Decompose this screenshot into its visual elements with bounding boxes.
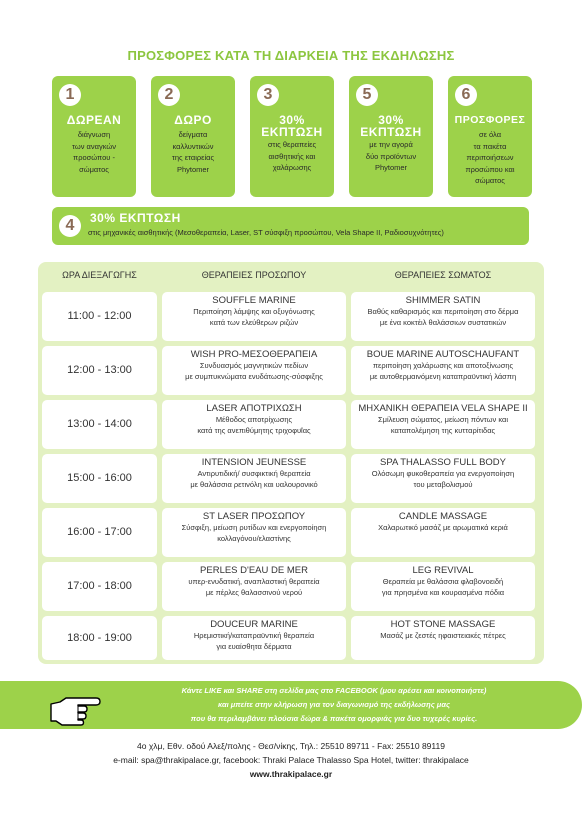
treatment-name: ST LASER ΠΡΟΣΩΠΟΥ [202, 511, 306, 522]
offer-description: σε όλα τα πακέτα περιποιήσεων προσώπου και σώματος [465, 130, 515, 185]
face-treatment-cell: LASER ΑΠΟΤΡΙΧΩΣΗ Μέθοδος αποτρίχωσης κατά της ανεπιθύμητης τριχοφυΐας [162, 400, 346, 449]
face-treatment-cell: INTENSION JEUNESSE Αντιρυτιδική/ συσφικτική θεραπεία με θαλάσσια ρετινόλη και υαλουρονικό [162, 454, 346, 503]
face-treatment-cell: DOUCEUR MARINE Ηρεμιστική/καταπραϋντική θεραπεία για ευαίσθητα δέρματα [162, 616, 346, 660]
treatment-name: INTENSION JEUNESSE [201, 457, 307, 468]
treatment-name: WISH PRO-ΜΕΣΟΘΕΡΑΠΕΙΑ [190, 349, 318, 360]
offer-description: στις θεραπείες αισθητικής και χαλάρωσης [267, 140, 317, 172]
offer-number: 5 [356, 84, 378, 106]
offer-description: διάγνωση των αναγκών προσώπου - σώματος [72, 130, 116, 174]
offer-description: δείγματα καλλυντικών της εταιρείας Phytomer [171, 130, 215, 174]
body-treatment-cell: HOT STONE MASSAGE Μασάζ με ζεστές ηφαιστειακές πέτρες [351, 616, 535, 660]
treatment-name: SOUFFLE MARINE [212, 295, 296, 306]
body-treatment-cell: CANDLE MASSAGE Χαλαρωτικό μασάζ με αρωματικά κεριά [351, 508, 535, 557]
offer-heading: ΠΡΟΣΦΟΡΕΣ [454, 114, 526, 126]
body-treatment-cell: SHIMMER SATIN Βαθύς καθαρισμός και περιποίηση στο δέρμα με ένα κοκτέιλ θαλάσσιων συστατικών [351, 292, 535, 341]
offer-heading: ΔΩΡΟ [174, 113, 212, 127]
offer-heading: ΔΩΡΕΑΝ [66, 113, 122, 127]
offer-heading: 30% ΕΚΠΤΩΣΗ [261, 113, 323, 139]
treatment-name: LEG REVIVAL [412, 565, 474, 576]
offer-box-3 [250, 76, 334, 197]
face-treatment-cell: PERLES D'EAU DE MER υπερ-ενυδατική, αναπλαστική θεραπεία με πέρλες θαλασσινού νερού [162, 562, 346, 611]
facebook-text-line: Κάντε LIKE και SHARE στη σελίδα μας στο FACEBOOK (μου αρέσει και κοινοποιήστε) [181, 686, 487, 695]
offer-number: 6 [455, 84, 477, 106]
treatment-name: SHIMMER SATIN [405, 295, 481, 306]
treatment-name: LASER ΑΠΟΤΡΙΧΩΣΗ [206, 403, 302, 414]
body-treatment-cell: SPA THALASSO FULL BODY Ολόσωμη φυκοθεραπεία για ενεργοποίηση του μεταβολισμού [351, 454, 535, 503]
offer-description: με την αγορά δύο προϊόντων Phytomer [365, 140, 417, 172]
offer-number: 4 [59, 215, 81, 237]
schedule-table [38, 262, 544, 664]
offer-heading: 30% ΕΚΠΤΩΣΗ [360, 113, 422, 139]
facebook-text-line: και μπείτε στην κλήρωση για τον διαγωνισμό της εκδήλωσης μας [218, 700, 450, 709]
face-treatment-cell: ST LASER ΠΡΟΣΩΠΟΥ Σύσφιξη, μείωση ρυτίδων και ενεργοποίηση κολλαγόνου/ελαστίνης [162, 508, 346, 557]
treatment-name: DOUCEUR MARINE [210, 619, 298, 630]
time-cell: 16:00 - 17:00 [42, 508, 157, 557]
pointing-hand-icon [48, 688, 104, 726]
body-treatment-cell: LEG REVIVAL Θεραπεία με θαλάσσια φλαβονοειδή για πρησμένα και κουρασμένα πόδια [351, 562, 535, 611]
header-face: ΘΕΡΑΠΕΙΕΣ ΠΡΟΣΩΠΟΥ [201, 270, 307, 280]
treatment-name: SPA THALASSO FULL BODY [379, 457, 506, 468]
treatment-name: ΜΗΧΑΝΙΚΗ ΘΕΡΑΠΕΙΑ VELA SHAPE II [358, 403, 528, 414]
time-cell: 12:00 - 13:00 [42, 346, 157, 395]
offer-heading: 30% ΕΚΠΤΩΣΗ [90, 211, 181, 225]
facebook-text-line: που θα περιλαμβάνει πλούσια δώρα & πακέτα ομορφιάς για δυο τυχερές κυρίες. [190, 714, 478, 723]
body-treatment-cell: ΜΗΧΑΝΙΚΗ ΘΕΡΑΠΕΙΑ VELA SHAPE II Σμίλευση σώματος, μείωση πόντων και καταπολέμηση της κυτταρίτιδας [351, 400, 535, 449]
offer-description: στις μηχανικές αισθητικής (Μεσοθεραπεία, Laser, ST σύσφιξη προσώπου, Vela Shape II, Ραδιοσυχνότητες) [88, 228, 444, 237]
offer-box-2 [151, 76, 235, 197]
offer-number: 1 [59, 84, 81, 106]
treatment-name: HOT STONE MASSAGE [390, 619, 496, 630]
treatment-name: CANDLE MASSAGE [398, 511, 488, 522]
website-link[interactable]: www.thrakipalace.gr [249, 769, 333, 779]
offer-box-5 [349, 76, 433, 197]
time-cell: 13:00 - 14:00 [42, 400, 157, 449]
time-cell: 18:00 - 19:00 [42, 616, 157, 660]
header-time: ΩΡΑ ΔΙΕΞΑΓΩΓΗΣ [62, 270, 137, 280]
time-cell: 11:00 - 12:00 [42, 292, 157, 341]
contact-address: 4ο χλμ, Εθν. οδού Αλεξ/πολης - Θεσ/νίκης, Τηλ.: 25510 89711 - Fax: 25510 89119 [137, 741, 445, 751]
offer-number: 3 [257, 84, 279, 106]
offer-box-1 [52, 76, 136, 197]
time-cell: 15:00 - 16:00 [42, 454, 157, 503]
offer-number: 2 [158, 84, 180, 106]
time-cell: 17:00 - 18:00 [42, 562, 157, 611]
contact-social: e-mail: spa@thrakipalace.gr, facebook: Thraki Palace Thalasso Spa Hotel, twitter: thrakipalace [113, 755, 469, 765]
offer-box-4 [52, 207, 529, 245]
treatment-name: PERLES D'EAU DE MER [200, 565, 308, 576]
header-body: ΘΕΡΑΠΕΙΕΣ ΣΩΜΑΤΟΣ [394, 270, 492, 280]
body-treatment-cell: BOUE MARINE AUTOSCHAUFANT περιποίηση χαλάρωσης και αποτοξίνωσης με αυτοθερμαινόμενη καταπραϋντική λάσπη [351, 346, 535, 395]
face-treatment-cell: WISH PRO-ΜΕΣΟΘΕΡΑΠΕΙΑ Συνδυασμός μαγνητικών πεδίων με συμπυκνώματα ενυδάτωσης-σύσφιξης [162, 346, 346, 395]
treatment-name: BOUE MARINE AUTOSCHAUFANT [366, 349, 520, 360]
face-treatment-cell: SOUFFLE MARINE Περιποίηση λάμψης και οξυγόνωσης κατά των ελεύθερων ριζών [162, 292, 346, 341]
page-title: ΠΡΟΣΦΟΡΕΣ ΚΑΤΑ ΤΗ ΔΙΑΡΚΕΙΑ ΤΗΣ ΕΚΔΗΛΩΣΗΣ [127, 48, 455, 63]
offer-box-6 [448, 76, 532, 197]
